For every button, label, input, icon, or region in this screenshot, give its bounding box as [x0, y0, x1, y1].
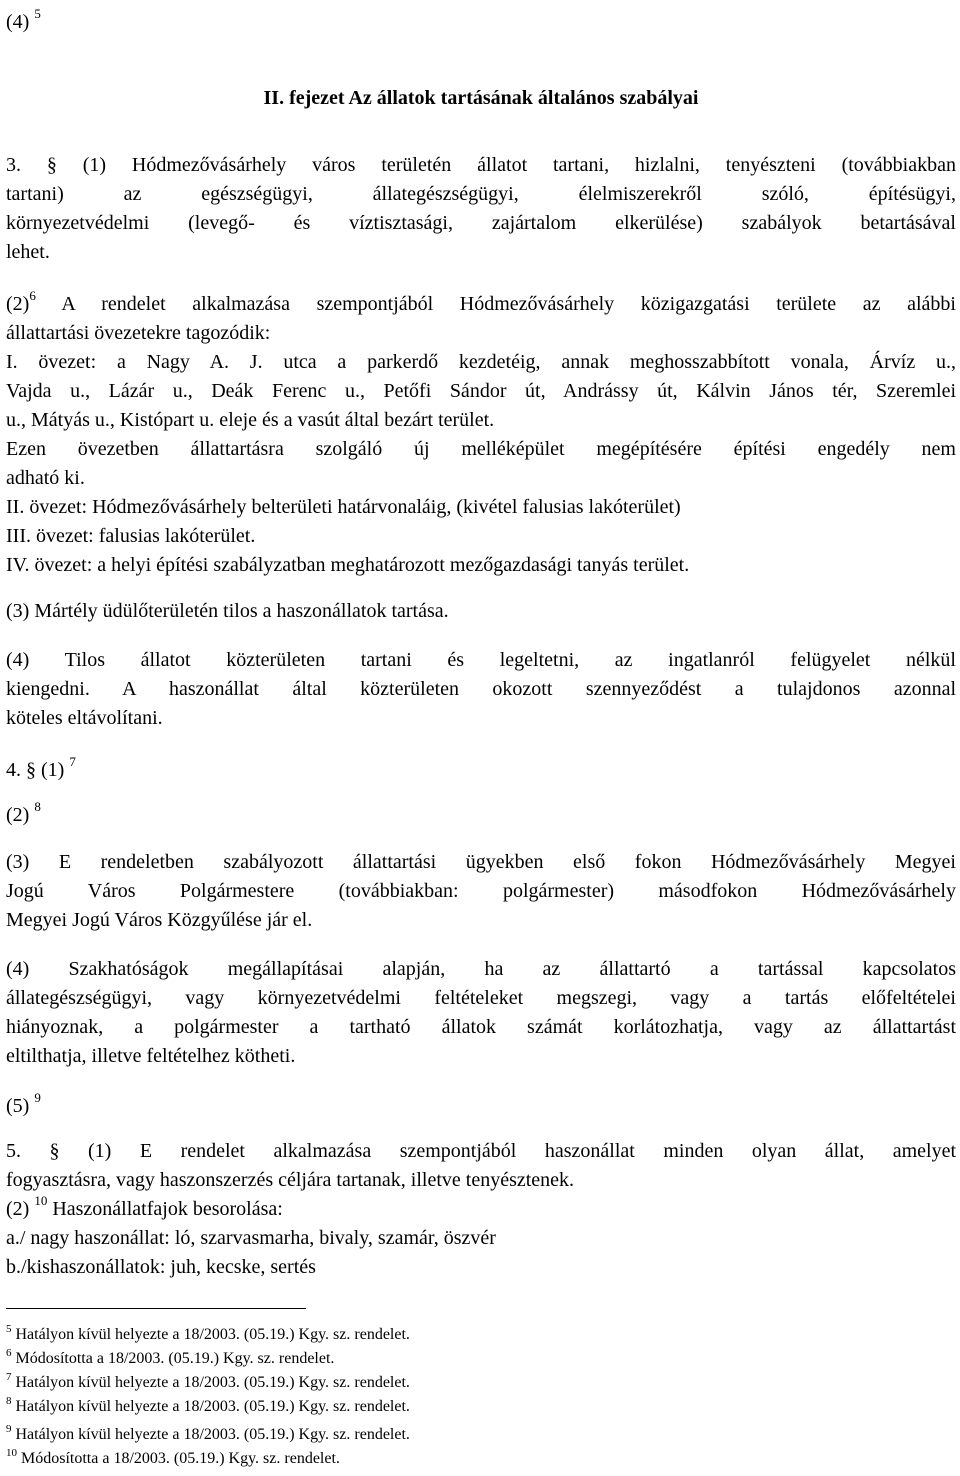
chapter-title: II. fejezet Az állatok tartásának általános szabályai: [263, 87, 699, 109]
zone1-note-line: Ezen övezetben állattartásra szolgáló új melléképület megépítésére építési engedély nem: [6, 438, 956, 460]
s4-p5: (5) $^9$: [6, 1090, 41, 1117]
footnote: $^6$ Módosította a 18/2003. (05.19.) Kgy. sz. rendelet.: [6, 1346, 335, 1367]
s4-p3-line: Jogú Város Polgármestere (továbbiakban: polgármester) másodfokon Hódmezővásárhely: [6, 880, 956, 902]
s5-p1-line: fogyasztásra, vagy haszonszerzés céljára tartanak, illetve tenyésztenek.: [6, 1169, 575, 1191]
s3-p2-line: állattartási övezetekre tagozódik:: [6, 322, 271, 344]
header-marker: (4) $^5$: [6, 6, 41, 33]
s4-p4-line: eltilthatja, illetve feltételhez kötheti.: [6, 1045, 296, 1067]
footnote: $^7$ Hatályon kívül helyezte a 18/2003. (05.19.) Kgy. sz. rendelet.: [6, 1370, 410, 1391]
footnote-ref: 6: [29, 288, 36, 304]
s3-p4-line: köteles eltávolítani.: [6, 707, 163, 729]
s3-p4-line: kiengedni. A haszonállat által közterületen okozott szennyeződést a tulajdonos azonnal: [6, 678, 956, 700]
s4-p2: (2) $^8$: [6, 799, 41, 826]
zone1-line: u., Mátyás u., Kistópart u. eleje és a vasút által bezárt terület.: [6, 409, 495, 431]
s5-p2: (2) $^{10}$ Haszonállatfajok besorolása:: [6, 1193, 283, 1220]
footnote-divider: [6, 1308, 306, 1309]
s5-item-b: b./kishaszonállatok: juh, kecske, sertés: [6, 1256, 316, 1278]
s4-p4-line: állategészségügyi, vagy környezetvédelmi feltételeket megszegi, vagy a tartás előfeltételei: [6, 987, 956, 1009]
footnote: $^5$ Hatályon kívül helyezte a 18/2003. (05.19.) Kgy. sz. rendelet.: [6, 1322, 410, 1343]
zone3: III. övezet: falusias lakóterület.: [6, 525, 256, 547]
s3-p1-line: tartani) az egészségügyi, állategészségügyi, élelmiszerekről szóló, építésügyi,: [6, 183, 956, 205]
footnote: $^8$ Hatályon kívül helyezte a 18/2003. (05.19.) Kgy. sz. rendelet.: [6, 1394, 410, 1415]
footnote-ref: 10: [34, 1193, 48, 1209]
zone1-line: I. övezet: a Nagy A. J. utca a parkerdő kezdetéig, annak meghosszabbított vonala, Árvíz u.,: [6, 351, 956, 373]
s3-p1-line: lehet.: [6, 241, 50, 263]
s3-p1-line: 3. § (1) Hódmezővásárhely város területén állatot tartani, hizlalni, tenyészteni (továbbiakban: [6, 154, 956, 176]
s4-p1: 4. § (1) $^7$: [6, 754, 76, 781]
footnote-ref: 7: [69, 754, 76, 770]
zone4: IV. övezet: a helyi építési szabályzatban meghatározott mezőgazdasági tanyás terület.: [6, 554, 690, 576]
footnote: $^{10}$ Módosította a 18/2003. (05.19.) Kgy. sz. rendelet.: [6, 1446, 340, 1467]
s4-p4-line: hiányoznak, a polgármester a tartható állatok számát korlátozhatja, vagy az állattartást: [6, 1016, 956, 1038]
s5-item-a: a./ nagy haszonállat: ló, szarvasmarha, bivaly, szamár, öszvér: [6, 1227, 496, 1249]
footnote-ref: 5: [34, 6, 41, 22]
s3-p1-line: környezetvédelmi (levegő- és víztisztasági, zajártalom elkerülése) szabályok betartásával: [6, 212, 956, 234]
zone1-note-line: adható ki.: [6, 467, 85, 489]
s4-p4-line: (4) Szakhatóságok megállapításai alapján, ha az állattartó a tartással kapcsolatos: [6, 958, 956, 980]
zone2: II. övezet: Hódmezővásárhely belterületi határvonaláig, (kivétel falusias lakóterület): [6, 496, 681, 518]
zone1-line: Vajda u., Lázár u., Deák Ferenc u., Petőfi Sándor út, Andrássy út, Kálvin János tér, Szeremlei: [6, 380, 956, 402]
s5-p1-line: 5. § (1) E rendelet alkalmazása szempontjából haszonállat minden olyan állat, amelyet: [6, 1140, 956, 1162]
s3-p3: (3) Mártély üdülőterületén tilos a haszonállatok tartása.: [6, 600, 449, 622]
s3-p4-line: (4) Tilos állatot közterületen tartani és legeltetni, az ingatlanról felügyelet nélkül: [6, 649, 956, 671]
footnote-ref: 8: [34, 799, 41, 815]
s4-p3-line: (3) E rendeletben szabályozott állattartási ügyekben első fokon Hódmezővásárhely Megyei: [6, 851, 956, 873]
footnote-ref: 9: [34, 1090, 41, 1106]
s4-p3-line: Megyei Jogú Város Közgyűlése jár el.: [6, 909, 313, 931]
footnote: $^9$ Hatályon kívül helyezte a 18/2003. (05.19.) Kgy. sz. rendelet.: [6, 1422, 410, 1443]
s3-p2-line: $(2)^6$ A rendelet alkalmazása szempontjából Hódmezővásárhely közigazgatási területe az alábbi: [6, 288, 956, 315]
